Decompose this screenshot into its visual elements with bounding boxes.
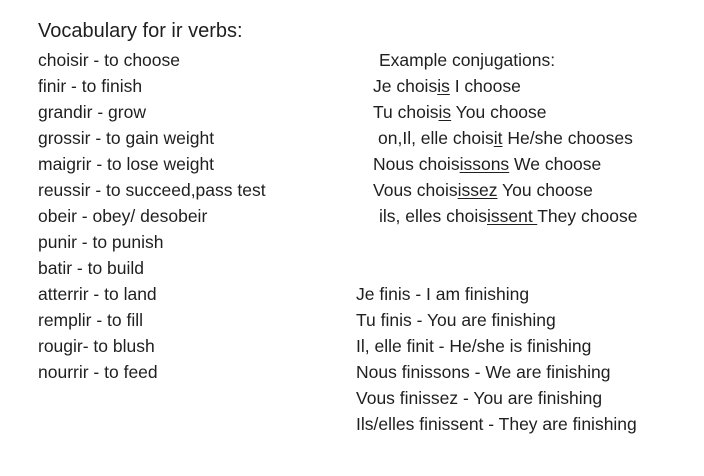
vocab-item: finir - to finish [38,76,143,96]
vocab-item: grandir - grow [38,102,146,122]
conjugation-ending: issons [459,154,510,174]
conjugation-meaning: You choose [497,180,593,200]
conjugation-stem: Je chois [373,76,438,96]
vocab-item: choisir - to choose [38,50,181,70]
vocab-item: remplir - to fill [38,310,144,330]
vocab-item: maigrir - to lose weight [38,154,215,174]
conjugation-ending: it [493,128,503,148]
conjugation-meaning: We choose [509,154,602,174]
vocabulary-list [38,47,266,385]
conjugation-stem: on,Il, elle chois [378,128,494,148]
vocab-item: atterrir - to land [38,284,157,304]
page-title: Vocabulary for ir verbs: [38,20,243,42]
conjugation-meaning: He/she chooses [502,128,633,148]
conjugation-meaning: You choose [451,102,547,122]
choisir-conjugation-il [378,125,633,151]
finir-conjugation: Nous finissons - We are finishing [356,362,611,382]
vocab-item: rougir- to blush [38,336,155,356]
conjugation-meaning: I choose [449,76,521,96]
finir-conjugation: Tu finis - You are finishing [356,310,556,330]
finir-conjugation: Il, elle finit - He/she is finishing [356,336,592,356]
conjugation-stem: Nous chois [373,154,460,174]
conjugation-ending: issent [486,206,538,226]
vocab-item: batir - to build [38,258,145,278]
choisir-conjugation-tu [373,99,547,125]
finir-conjugation: Je finis - I am finishing [356,284,530,304]
conjugation-stem: Tu chois [373,102,439,122]
choisir-conjugation-nous [373,151,601,177]
vocab-item: punir - to punish [38,232,164,252]
vocab-item: obeir - obey/ desobeir [38,206,208,226]
finir-conjugation: Ils/elles finissent - They are finishing [356,414,637,434]
choisir-conjugation-je [373,73,521,99]
conjugation-ending: is [438,102,452,122]
conjugation-meaning: They choose [537,206,638,226]
conjugation-heading: Example conjugations: [379,50,556,70]
conjugation-stem: ils, elles chois [379,206,487,226]
vocab-item: reussir - to succeed,pass test [38,180,266,200]
conjugation-ending: is [437,76,450,96]
vocab-item: nourrir - to feed [38,362,158,382]
finir-conjugation-list [356,281,637,437]
choisir-conjugation-ils [379,203,637,229]
conjugation-ending: issez [457,180,498,200]
choisir-conjugation-vous [373,177,593,203]
vocab-item: grossir - to gain weight [38,128,215,148]
finir-conjugation: Vous finissez - You are finishing [356,388,603,408]
conjugation-stem: Vous chois [373,180,458,200]
